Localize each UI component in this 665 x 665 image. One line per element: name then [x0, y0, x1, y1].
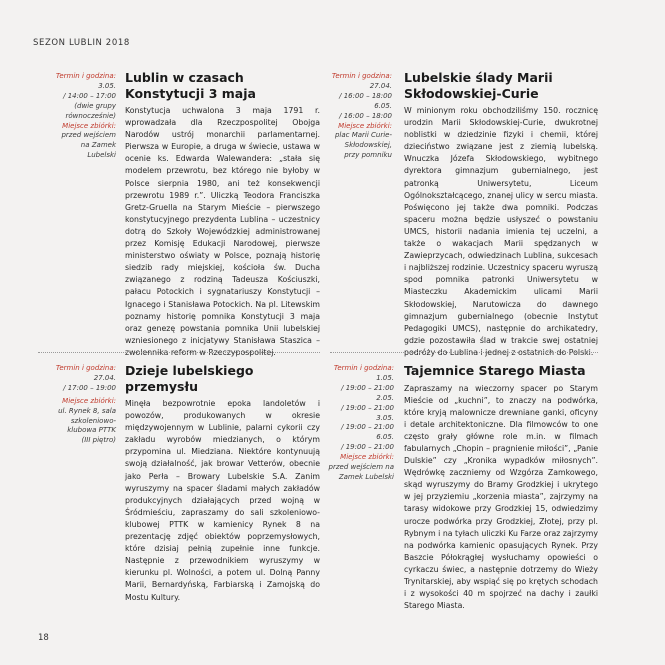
event-details-sidebar — [38, 72, 116, 161]
term-value: (dwie grupy — [74, 101, 116, 110]
event-details-sidebar — [34, 364, 116, 446]
term-label: Termin i godzina: — [333, 364, 394, 372]
article-body: Zapraszamy na wieczorny spacer po Starym Mieście od „kuchni”, to znaczy na podwórka, które kryją malownicze drewniane ganki, oficyny i detale architektoniczne. Dla filmowców to one często grały główne role m.in. w filmach fabularnych „Chopin – pragnienie miłości”, „Panie Dulskie” czy „Kronika wypadków miłosnych”. Wędrówkę zaczniemy od Wzgórza Zamkowego, skąd wyruszymy do Bramy Grodzkiej i ukrytego w jej przyziemiu „korzenia miasta”, zajrzymy na tarasy widokowe przy Grodzkiej 15, odwiedzimy urocze podwórka przy Grodzkiej, Złotej, przy pl. Rybnym i na tyłach uliczki Ku Farze oraz zajrzymy na podwórka kamienic opasujących Rynek. Przy Baszcie Półokrągłej wysłuchamy opowieści o cyrkaczu świec, a następnie dotrzemy do Wieży Trynitarskiej, aby wspiąć się po krętych schodach i z wysokości 40 m spojrzeć na dachy i zaułki Starego Miasta. — [404, 383, 598, 611]
event-details-sidebar — [312, 72, 392, 161]
term-value: / 19:00 – 21:00 — [341, 443, 394, 452]
article-body: W minionym roku obchodziliśmy 150. rocznicę urodzin Marii Skłodowskiej-Curie, dwukrotnej noblistki w dziedzinie fizyki i chemii, której dzieciństwo związane jest z ziemią lubelską. Wnuczka Józefa Skłodowskiego, wybitnego dyrektora gimnazjum gubernialnego, jest patronką Uniwersytetu, Liceum Ogólnokształcącego, znanej ulicy w sercu miasta. Poświęcono jej także dwa pomniki. Podczas spaceru można będzie usłyszeć o powstaniu UMCS, historii nadania imienia tej uczelni, a także o wakacjach Marii spędzanych w Zawieprzycach, odwiedzinach Lublina, sukcesach i najbliższej rodzinie. Uczestnicy spaceru wyruszą spod pomnika patronki Uniwersytetu w Miasteczku Akademickim ulicami Marii Skłodowskiej, Narutowicza do dawnego gimnazjum gubernialnego (obecnie Instytut Pedagogiki UMCS), następnie do archikatedry, gdzie pozostawiła ślad w trakcie swej ostatniej podróży do Lublina i jednej z ostatnich do Polski. — [404, 106, 598, 357]
place-value: na Zamek — [80, 141, 116, 150]
place-value: Skłodowskiej, — [344, 141, 392, 150]
article-title: Lublin w czasach Konstytucji 3 maja — [125, 70, 256, 101]
place-value: (III piętro) — [81, 436, 116, 445]
article-industry — [125, 363, 320, 604]
term-value: 1.05. — [376, 373, 394, 382]
term-label: Termin i godzina: — [55, 72, 116, 80]
place-label: Miejsce zbiórki: — [62, 121, 116, 130]
place-value: ul. Rynek 8, sala — [58, 406, 116, 415]
place-value: przed wejściem — [61, 131, 116, 140]
place-value: przed wejściem na — [328, 463, 394, 472]
place-value: klubowa PTTK — [67, 426, 116, 435]
term-label: Termin i godzina: — [55, 364, 116, 372]
article-old-town — [404, 363, 598, 612]
article-body: Minęła bezpowrotnie epoka landoletów i powozów, produkowanych w okresie międzywojennym w Lublinie, palarni cykorii czy zakładu wyrobów miedzianych, o którym przypomina ul. Miedziana. Niektóre kontynuują swoją działalność, jak browar Vetterów, obecnie jako Perła – Browary Lubelskie S.A. Zanim wyruszymy na spacer śladami małych zakładów produkcyjnych działających przed wojną w Śródmieściu, zapraszamy do sali szkoleniowo-klubowej PTTK w kamienicy Rynek 8 na prezentację zdjęć obiektów poprzemysłowych, które dzisiaj pełnią zupełnie inne funkcje. Następnie z przewodnikiem wyruszymy w kierunku pl. Wolności, a potem ul. Dolną Panny Marii, Bernardyńską, Farbiarską i Zamojską do Mostu Kultury. — [125, 399, 320, 602]
article-curie — [404, 70, 598, 359]
article-title: Tajemnice Starego Miasta — [404, 363, 586, 378]
term-label: Termin i godzina: — [331, 72, 392, 80]
place-label: Miejsce zbiórki: — [340, 453, 394, 462]
term-value: 6.05. — [374, 101, 392, 110]
term-value: 27.04. — [369, 81, 392, 90]
section-divider — [330, 352, 598, 353]
section-divider — [38, 352, 320, 353]
article-constitution — [125, 70, 320, 359]
place-value: szkoleniowo- — [70, 416, 116, 425]
page-header: SEZON LUBLIN 2018 — [33, 38, 130, 48]
term-value: 27.04. — [93, 373, 116, 382]
article-body: Konstytucja uchwalona 3 maja 1791 r. wprowadzała dla Rzeczpospolitej Obojga Narodów ustrój monarchii parlamentarnej. Pierwsza w Europie, a druga w świecie, ustawa w ocenie ks. Edwarda Walewandera: „stała się modelem przewrotu, bez którego nie byłoby w Polsce sierpnia 1980, ani też konsekwencji przewrotu 1989 r.”. Uliczką Teodora Franciszka Gretz-Gruella na Starym Mieście – pierwszego konstytucyjnego prezydenta Lublina – uczestnicy dotrą do Szkoły Wojewódzkiej administrowanej przez Komisję Edukacji Narodowej, pierwsze ministerstwo oświaty w Polsce, poznają historię siedzib rady miejskiej, kościoła św. Ducha związanego z rodziną Tadeusza Kościuszki, pałacu Potockich i sygnatariuszy Konstytucji – Ignacego i Stanisława Potockich. Na pl. Litewskim poznamy historię pomnika Konstytucji 3 maja oraz genezę powstania pomnika Unii lubelskiej wzniesionego z inicjatywy Stanisława Staszica – zwolennika reform w Rzeczypospolitej. — [125, 106, 320, 357]
page-number: 18 — [38, 633, 49, 643]
term-value: / 16:00 – 18:00 — [339, 91, 392, 100]
place-label: Miejsce zbiórki: — [62, 396, 116, 405]
place-value: Lubelski — [87, 151, 116, 160]
term-value: / 19:00 – 21:00 — [341, 403, 394, 412]
term-value: 3.05. — [98, 81, 116, 90]
term-value: / 14:00 – 17:00 — [63, 91, 116, 100]
term-value: 3.05. — [376, 413, 394, 422]
term-value: / 17:00 – 19:00 — [63, 383, 116, 392]
place-label: Miejsce zbiórki: — [338, 121, 392, 130]
term-value: / 16:00 – 18:00 — [339, 111, 392, 120]
article-title: Lubelskie ślady Marii Skłodowskiej-Curie — [404, 70, 553, 101]
place-value: Zamek Lubelski — [338, 472, 394, 481]
event-details-sidebar — [312, 364, 394, 483]
term-value: / 19:00 – 21:00 — [341, 383, 394, 392]
term-value: 6.05. — [376, 433, 394, 442]
term-value: / 19:00 – 21:00 — [341, 423, 394, 432]
place-value: plac Marii Curie- — [334, 131, 392, 140]
term-value: 2.05. — [376, 393, 394, 402]
term-value: równocześnie) — [65, 111, 116, 120]
article-title: Dzieje lubelskiego przemysłu — [125, 363, 254, 394]
place-value: przy pomniku — [344, 151, 392, 160]
